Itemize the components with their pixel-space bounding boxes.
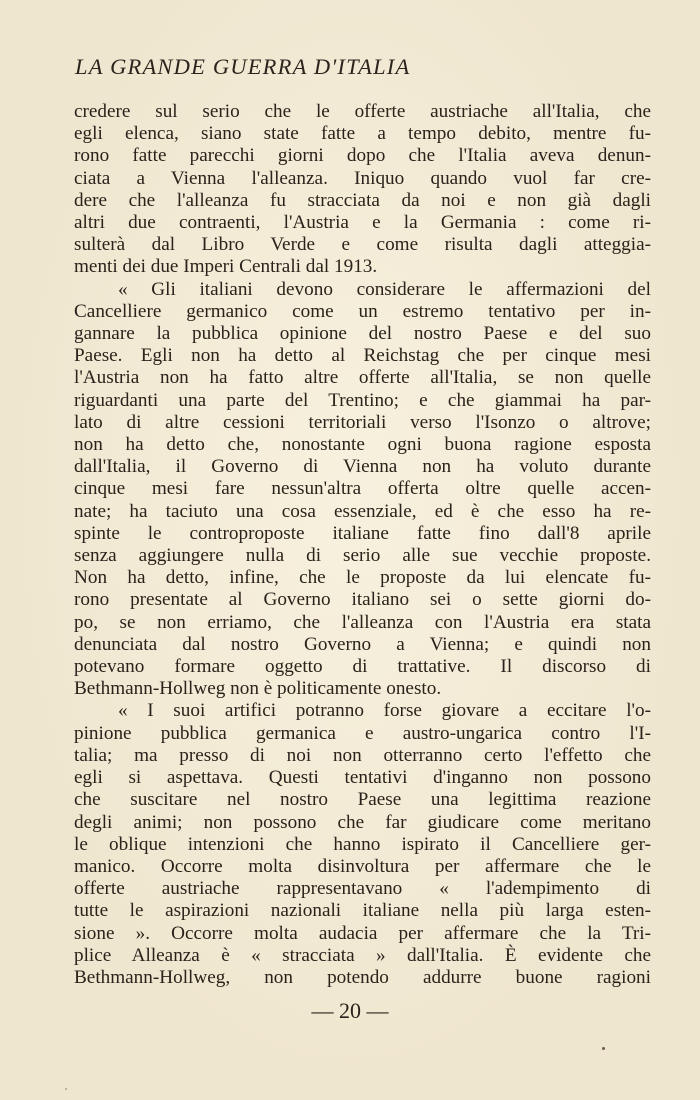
text-line: sulterà dal Libro Verde e come risulta dagli atteggia- — [74, 234, 651, 256]
text-line: tutte le aspirazioni nazionali italiane nella più larga esten- — [74, 900, 651, 922]
text-line: credere sul serio che le offerte austriache all'Italia, che — [74, 101, 651, 122]
text-line: Cancelliere germanico come un estremo tentativo per in- — [74, 300, 651, 322]
text-line: manico. Occorre molta disinvoltura per affermare che le — [74, 855, 651, 877]
text-line: non ha detto che, nonostante ogni buona ragione esposta — [74, 434, 651, 456]
text-line: nate; ha taciuto una cosa essenziale, ed è che esso ha re- — [74, 500, 651, 522]
text-line: « I suoi artifici potranno forse giovare a eccitare l'o- — [118, 700, 651, 722]
text-line: potevano formare oggetto di trattative. Il discorso di — [74, 656, 651, 678]
paper-speck — [65, 1088, 67, 1090]
text-line: rono presentate al Governo italiano sei o sette giorni do- — [74, 589, 651, 611]
text-line: ciata a Vienna l'alleanza. Iniquo quando vuol far cre- — [74, 167, 651, 189]
text-line: le oblique intenzioni che hanno ispirato il Cancelliere ger- — [74, 833, 651, 855]
text-line: rono fatte parecchi giorni dopo che l'Italia aveva denun- — [74, 145, 651, 167]
text-line: offerte austriache rappresentavano « l'adempimento di — [74, 878, 651, 900]
text-line: cinque mesi fare nessun'altra offerta oltre quelle accen- — [74, 478, 651, 500]
page-number: — 20 — — [311, 998, 389, 1023]
text-line: lato di altre cessioni territoriali verso l'Isonzo o altrove; — [74, 411, 651, 433]
text-line: denunciata dal nostro Governo a Vienna; e quindi non — [74, 633, 651, 655]
text-line: Paese. Egli non ha detto al Reichstag che per cinque mesi — [74, 345, 651, 367]
paper-speck — [602, 1047, 605, 1050]
text-line: dall'Italia, il Governo di Vienna non ha voluto durante — [74, 456, 651, 478]
text-line: talia; ma presso di noi non otterranno certo l'effetto che — [74, 744, 651, 766]
text-line: Bethmann-Hollweg, non potendo addurre buone ragioni — [74, 966, 651, 988]
text-line: menti dei due Imperi Centrali dal 1913. — [74, 256, 378, 278]
text-line: degli animi; non possono che far giudicare come meritano — [74, 811, 651, 833]
text-line: pinione pubblica germanica e austro-ungarica contro l'I- — [74, 722, 651, 744]
text-line: spinte le controproposte italiane fatte fino dall'8 aprile — [74, 522, 651, 544]
text-line: dere che l'alleanza fu stracciata da noi e non già dagli — [74, 189, 651, 211]
text-line: Bethmann-Hollweg non è politicamente onesto. — [74, 678, 442, 700]
text-line: egli elenca, siano state fatte a tempo debito, mentre fu- — [74, 123, 651, 145]
text-line: altri due contraenti, l'Austria e la Germania : come ri- — [74, 212, 651, 234]
text-line: Non ha detto, infine, che le proposte da lui elencate fu- — [74, 567, 651, 589]
text-line: riguardanti una parte del Trentino; e che giammai ha par- — [74, 389, 651, 411]
text-line: plice Alleanza è « stracciata » dall'Italia. È evidente che — [74, 944, 651, 966]
text-line: che suscitare nel nostro Paese una legittima reazione — [74, 789, 651, 811]
text-line: sione ». Occorre molta audacia per affermare che la Tri- — [74, 922, 651, 944]
text-line: « Gli italiani devono considerare le affermazioni del — [118, 278, 651, 300]
text-line: po, se non erriamo, che l'alleanza con l'Austria era stata — [74, 611, 651, 633]
text-line: senza aggiungere nulla di serio alle sue vecchie proposte. — [74, 545, 651, 567]
running-header: LA GRANDE GUERRA D'ITALIA — [75, 54, 411, 79]
text-line: egli si aspettava. Questi tentativi d'inganno non possono — [74, 767, 651, 789]
text-line: gannare la pubblica opinione del nostro Paese e del suo — [74, 323, 651, 345]
text-line: l'Austria non ha fatto altre offerte all'Italia, se non quelle — [74, 367, 651, 389]
body-text — [74, 101, 651, 989]
